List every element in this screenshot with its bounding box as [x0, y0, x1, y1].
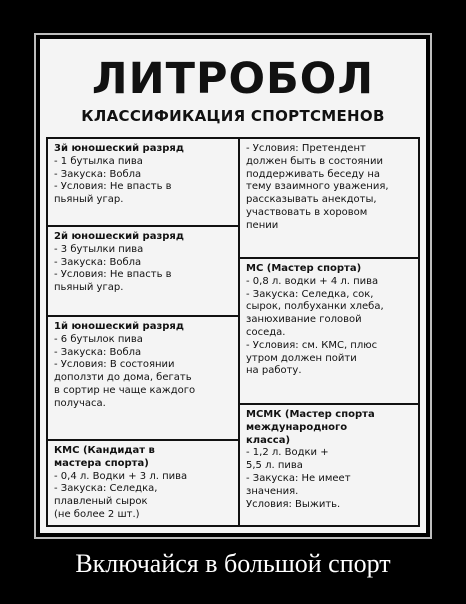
category-line: утром должен пойти — [246, 352, 357, 364]
category-line: тему взаимного уважения, — [246, 181, 389, 193]
category-line: - Условия: Претендент — [246, 143, 366, 154]
category-line: значения. — [246, 485, 299, 497]
category-3rd-junior — [54, 143, 236, 207]
category-ms — [246, 263, 422, 378]
category-line: пении — [246, 219, 279, 231]
category-heading: 3й юношеский разряд — [54, 143, 184, 154]
demotivator-caption: Включайся в большой спорт — [75, 549, 391, 578]
category-heading: мастера спорта) — [54, 457, 149, 469]
poster-frame — [34, 33, 432, 539]
category-kms — [54, 445, 236, 522]
category-line: - 3 бутылки пива — [54, 243, 144, 255]
category-line: в сортир не чаще каждого — [54, 384, 196, 396]
classification-table — [46, 137, 420, 527]
category-line: (не более 2 шт.) — [54, 508, 140, 520]
category-line: - Условия: см. КМС, плюс — [246, 339, 378, 351]
category-line: сырок, полбуханки хлеба, — [246, 301, 384, 313]
category-line: на работу. — [246, 365, 302, 377]
category-line: занюхивание головой — [246, 314, 362, 326]
category-line: Условия: Выжить. — [246, 498, 341, 510]
category-line: - 1 бутылка пива — [54, 155, 143, 167]
category-line: соседа. — [246, 326, 286, 338]
category-line: - 1,2 л. Водки + — [246, 447, 329, 459]
category-line: должен быть в состоянии — [246, 155, 383, 167]
category-msmk — [246, 409, 422, 511]
category-line: - Условия: Не впасть в — [54, 269, 172, 281]
kms-conditions — [246, 143, 422, 233]
category-line: - 0,8 л. водки + 4 л. пива — [246, 275, 379, 287]
category-heading: 2й юношеский разряд — [54, 231, 184, 242]
category-line: - Закуска: Не имеет — [246, 472, 351, 484]
category-line: доползти до дома, бегать — [54, 372, 192, 384]
row-divider — [238, 257, 418, 259]
row-divider — [48, 225, 238, 227]
category-line: - 6 бутылок пива — [54, 333, 143, 345]
category-line: поддерживать беседу на — [246, 168, 381, 180]
category-line: получаса. — [54, 397, 106, 409]
category-line: - Закуска: Селедка, — [54, 483, 158, 495]
category-line: пьяный угар. — [54, 194, 124, 206]
category-heading: класса) — [246, 434, 291, 446]
category-heading: 1й юношеский разряд — [54, 321, 184, 332]
row-divider — [48, 439, 238, 441]
category-line: - Закуска: Селедка, сок, — [246, 288, 374, 300]
category-line: - Закуска: Вобла — [54, 168, 142, 180]
category-2nd-junior — [54, 231, 236, 295]
row-divider — [48, 315, 238, 317]
category-line: - Условия: Не впасть в — [54, 181, 172, 193]
poster — [40, 39, 426, 533]
category-line: плавленый сырок — [54, 496, 148, 508]
category-line: - Условия: В состоянии — [54, 359, 175, 371]
category-line: участвовать в хоровом — [246, 206, 368, 218]
category-heading: МС (Мастер спорта) — [246, 263, 362, 274]
category-line: - 0,4 л. Водки + 3 л. пива — [54, 470, 188, 482]
poster-subtitle: КЛАССИФИКАЦИЯ СПОРТСМЕНОВ — [81, 107, 385, 125]
category-line: - Закуска: Вобла — [54, 346, 142, 358]
category-heading: МСМК (Мастер спорта — [246, 409, 375, 420]
category-line: рассказывать анекдоты, — [246, 194, 377, 206]
category-heading: КМС (Кандидат в — [54, 445, 155, 456]
category-line: пьяный угар. — [54, 282, 124, 294]
row-divider — [238, 403, 418, 405]
column-divider — [238, 139, 240, 525]
category-heading: международного — [246, 421, 348, 433]
category-line: - Закуска: Вобла — [54, 256, 142, 268]
category-1st-junior — [54, 321, 236, 411]
category-line: 5,5 л. пива — [246, 460, 303, 472]
poster-title: ЛИТРОБОЛ — [91, 54, 375, 104]
